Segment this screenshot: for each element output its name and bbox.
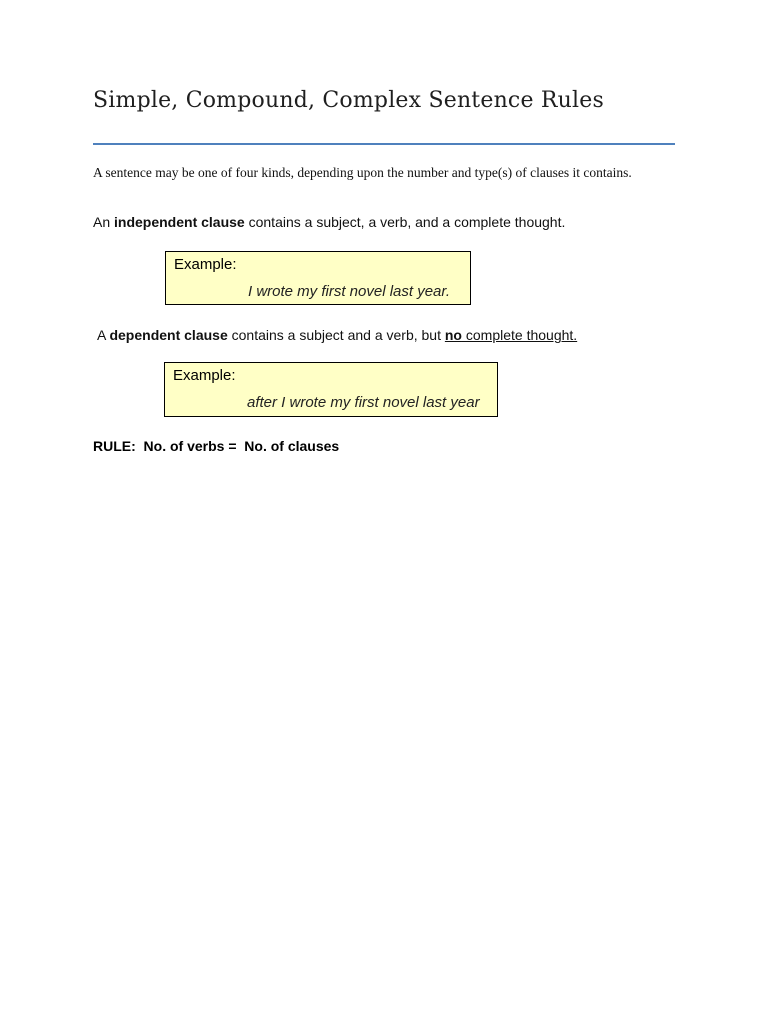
independent-term: independent clause [114, 214, 245, 230]
dependent-emphasis-group [445, 327, 577, 343]
title-divider [93, 143, 675, 145]
dependent-emphasis: no [444, 327, 462, 343]
dependent-term: dependent clause [109, 327, 228, 343]
dependent-prefix: A [97, 327, 110, 343]
dependent-middle: contains a subject and a verb, but [227, 327, 445, 343]
independent-example-box [165, 251, 471, 305]
dependent-suffix: complete thought. [461, 327, 578, 343]
independent-prefix: An [93, 214, 115, 230]
rule-statement: RULE: No. of verbs = No. of clauses [93, 438, 340, 454]
dependent-example-label: Example: [173, 367, 236, 384]
page-title: Simple, Compound, Complex Sentence Rules [93, 88, 604, 113]
independent-clause-definition [93, 214, 565, 230]
dependent-example-text: after I wrote my first novel last year [247, 394, 480, 411]
intro-paragraph: A sentence may be one of four kinds, depending upon the number and type(s) of clauses it contains. [93, 165, 632, 180]
dependent-clause-definition [97, 327, 577, 343]
independent-suffix: contains a subject, a verb, and a complete thought. [244, 214, 566, 230]
independent-example-label: Example: [174, 256, 237, 273]
independent-example-text: I wrote my first novel last year. [248, 283, 451, 300]
dependent-example-box [164, 362, 498, 417]
